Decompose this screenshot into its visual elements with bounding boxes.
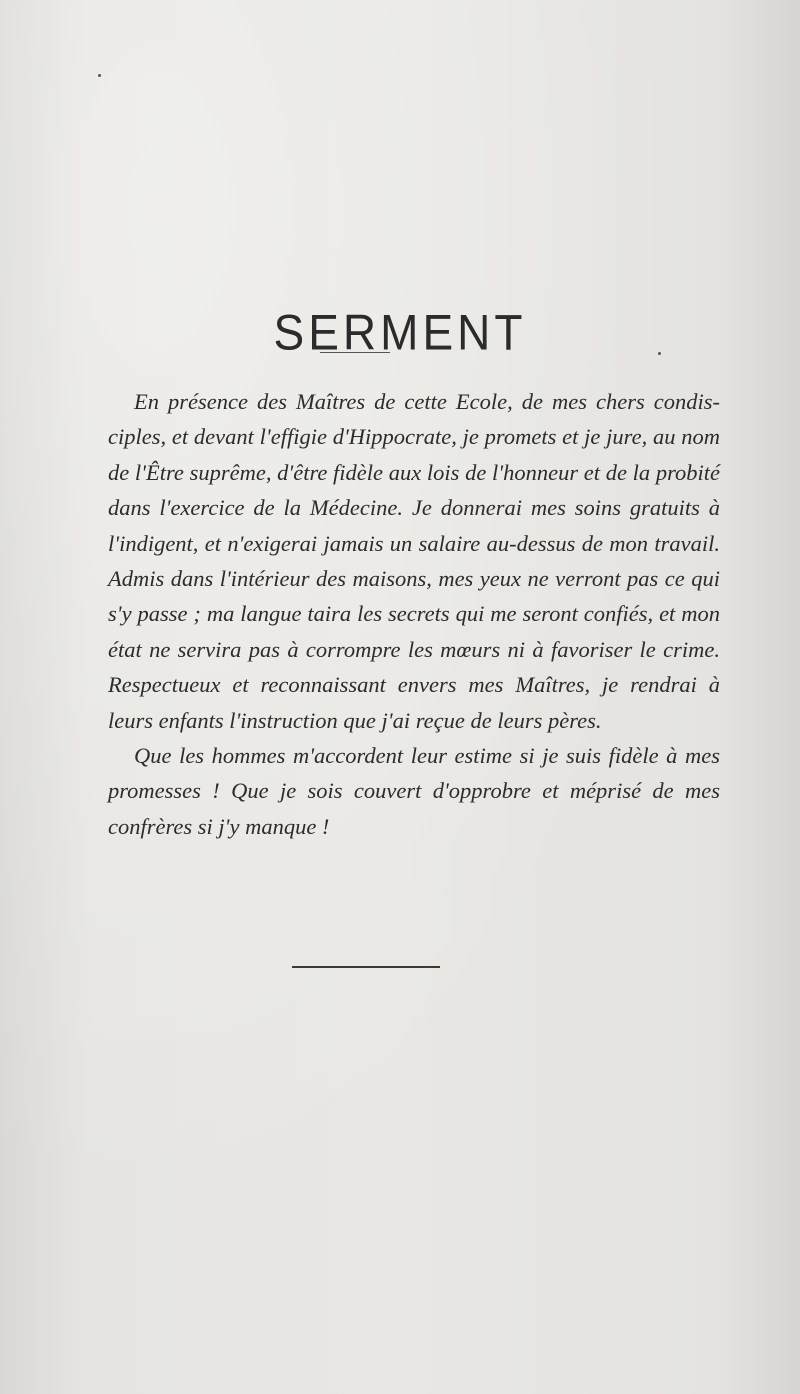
oath-paragraph-1: En présence des Maîtres de cette Ecole, de mes chers condisciples, et devant l'effigie d'Hippocrate, je promets et je jure, au nom de l'Être suprême, d'être fidèle aux lois de l'honneur et de la probité dans l'exercice de la Médecine. Je donnerai mes soins gratuits à l'indigent, et n'exigerai jamais un salaire au-dessus de mon travail. Admis dans l'intérieur des maisons, mes yeux ne verront pas ce qui s'y passe ; ma langue taira les secrets qui me seront confiés, et mon état ne servira pas à corrompre les mœurs ni à favoriser le crime. Respectueux et reconnaissant envers mes Maîtres, je rendrai à leurs enfants l'instruction que j'ai reçue de leurs pères.	[108, 389, 720, 733]
speck-mark	[98, 74, 101, 77]
page-title: SERMENT	[273, 303, 527, 360]
oath-paragraph-2: Que les hommes m'accordent leur estime si je suis fidèle à mes promesses ! Que je sois couvert d'opprobre et méprisé de mes confrères si j'y manque !	[108, 743, 720, 839]
oath-text	[108, 384, 720, 844]
title-divider	[320, 352, 390, 353]
closing-rule	[292, 966, 440, 968]
